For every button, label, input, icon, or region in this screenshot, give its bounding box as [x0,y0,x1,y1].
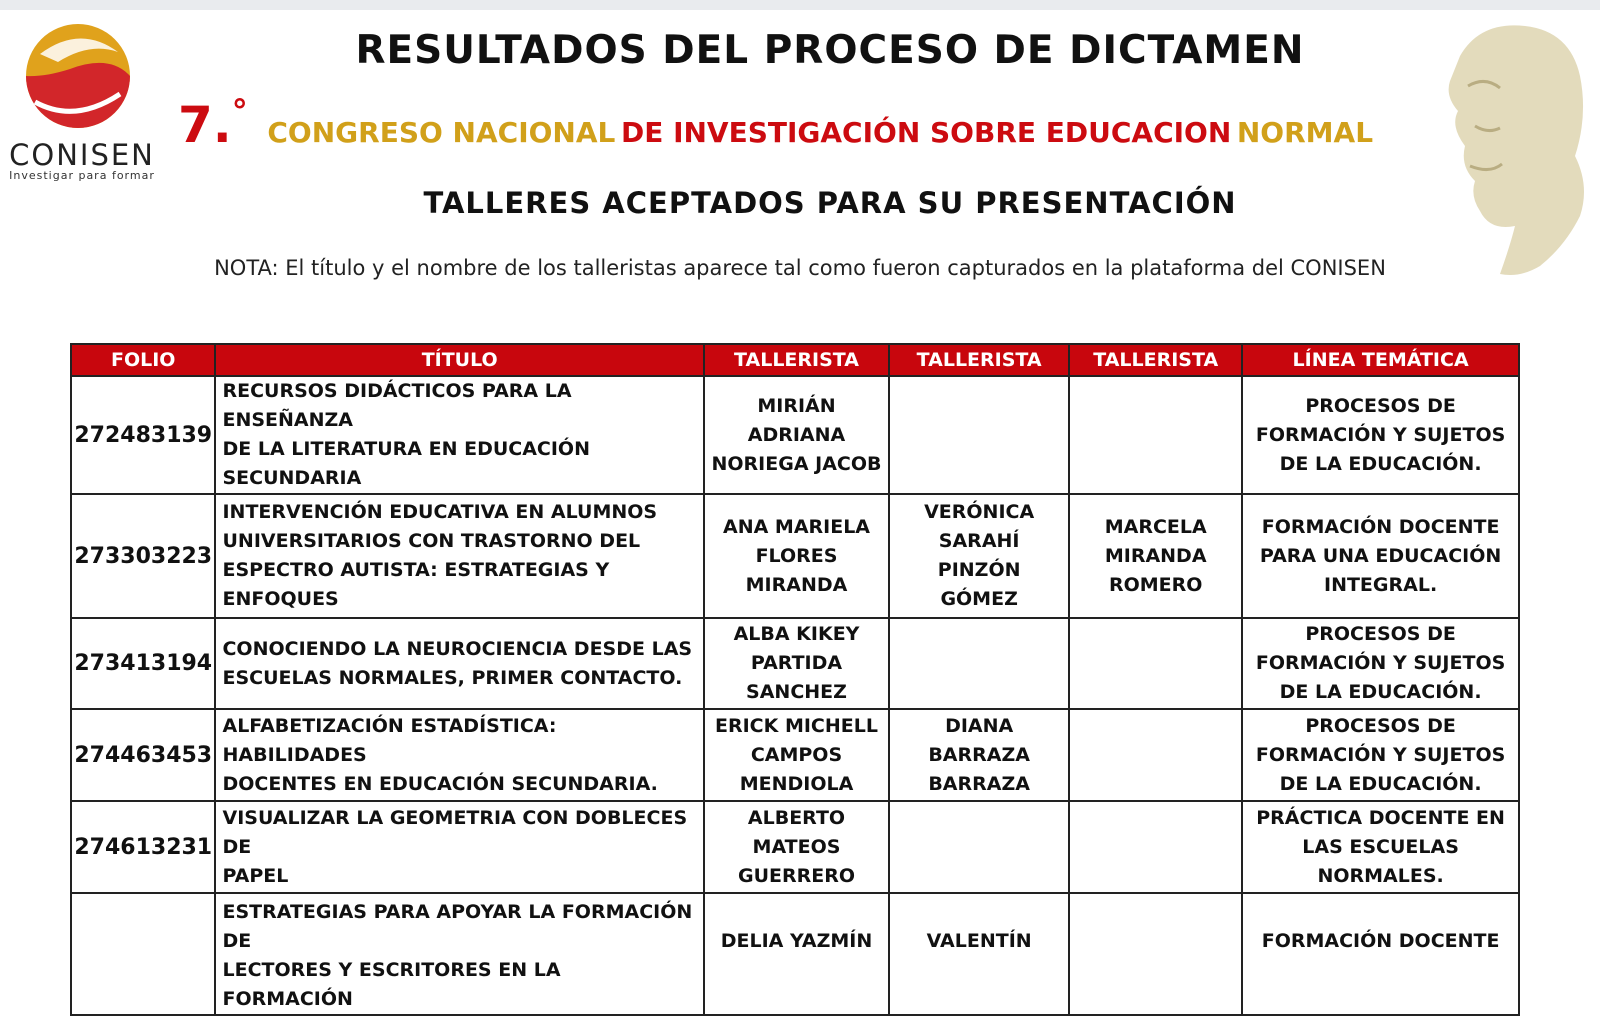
cell-tallerista-1 [704,376,889,494]
cell-title [215,494,703,618]
name-line: ALBERTO [747,806,846,829]
linea-line: DE LA EDUCACIÓN. [1279,772,1482,795]
cell-title [215,618,703,709]
title-line: ESPECTRO AUTISTA: ESTRATEGIAS Y ENFOQUES [222,559,610,610]
cell-tallerista-3 [1069,893,1242,1015]
table-header-row [71,344,1519,376]
congress-title [178,92,1438,154]
cell-tallerista-1 [704,709,889,801]
cell-tallerista-2 [889,376,1069,494]
cell-linea [1242,494,1519,618]
name-line: FLORES [755,544,838,567]
table-row [71,618,1519,709]
cell-tallerista-2 [889,893,1069,1015]
linea-line: FORMACIÓN Y SUJETOS [1255,743,1506,766]
note-text: NOTA: El título y el nombre de los talleristas aparece tal como fueron capturados en la plataforma del CONISEN [214,256,1386,280]
cell-title [215,893,703,1015]
name-line: DIANA BARRAZA [928,714,1030,766]
title-line: PAPEL [222,864,289,887]
logo-mark-icon [0,14,165,144]
cell-tallerista-2 [889,494,1069,618]
linea-line: FORMACIÓN DOCENTE [1261,930,1500,952]
cell-linea [1242,376,1519,494]
linea-line: PROCESOS DE [1305,394,1456,417]
name-line: DELIA YAZMÍN [720,930,873,952]
cell-tallerista-1 [704,801,889,893]
table-row [71,801,1519,893]
name-line: MIRANDA [745,573,848,596]
header-linea-tematica: LÍNEA TEMÁTICA [1242,344,1519,376]
linea-line: DE LA EDUCACIÓN. [1279,452,1482,475]
cell-title [215,376,703,494]
name-line: PARTIDA [750,652,843,674]
linea-line: NORMALES. [1317,864,1444,887]
congress-part-2: DE INVESTIGACIÓN SOBRE EDUCACION [620,116,1232,149]
cell-tallerista-3 [1069,494,1242,618]
linea-line: FORMACIÓN Y SUJETOS [1255,423,1506,446]
header-tallerista-3: TALLERISTA [1069,344,1242,376]
title-line: UNIVERSITARIOS CON TRASTORNO DEL [222,530,641,552]
cell-linea [1242,618,1519,709]
linea-line: DE LA EDUCACIÓN. [1279,681,1482,703]
cell-folio [71,893,215,1015]
cell-tallerista-2 [889,801,1069,893]
name-line [711,898,882,927]
name-line: MARCELA [1104,515,1207,538]
title-line: INTERVENCIÓN EDUCATIVA EN ALUMNOS [222,501,658,523]
table-row [71,494,1519,618]
conisen-logo [0,14,165,182]
title-line: VISUALIZAR LA GEOMETRIA CON DOBLECES DE [222,806,688,858]
cell-tallerista-3 [1069,709,1242,801]
name-line: VALENTÍN [926,930,1032,952]
name-line: ROMERO [1108,573,1203,596]
name-line: MENDIOLA [739,772,854,795]
name-line: GUERRERO [737,864,856,887]
title-line: ALFABETIZACIÓN ESTADÍSTICA: HABILIDADES [222,714,557,766]
linea-line: LAS ESCUELAS [1302,835,1459,858]
congress-degree: ° [231,92,248,130]
cell-folio: 273413194 [71,618,215,709]
cell-linea [1242,709,1519,801]
cell-folio: 274463453 [71,709,215,801]
linea-line: PROCESOS DE [1305,623,1456,645]
title-line: CONOCIENDO LA NEUROCIENCIA DESDE LAS [222,637,693,660]
cell-tallerista-3 [1069,618,1242,709]
name-line: SANCHEZ [746,681,847,703]
cell-folio: 272483139 [71,376,215,494]
name-line: CAMPOS [750,743,843,766]
congress-part-1: CONGRESO NACIONAL [267,116,616,149]
name-line: GÓMEZ [940,588,1018,610]
header-titulo: TÍTULO [215,344,703,376]
title-line: SECUNDARIA [222,467,362,489]
cell-tallerista-2 [889,618,1069,709]
title-line: RECURSOS DIDÁCTICOS PARA LA ENSEÑANZA [222,380,572,431]
table-row [71,709,1519,801]
name-line: MATEOS [752,835,841,858]
name-line: BARRAZA [928,772,1030,795]
cell-title [215,801,703,893]
cell-linea [1242,801,1519,893]
table-row [71,376,1519,494]
title-line: LECTORES Y ESCRITORES EN LA FORMACIÓN [222,959,561,1010]
results-table [70,343,1520,1016]
congress-number: 7. [178,96,232,154]
cell-folio: 273303223 [71,494,215,618]
cell-tallerista-1 [704,893,889,1015]
cell-tallerista-3 [1069,376,1242,494]
linea-line: INTEGRAL. [1324,573,1438,596]
linea-line: FORMACIÓN Y SUJETOS [1255,652,1506,674]
name-line: MIRIÁN ADRIANA [747,394,846,446]
linea-line: PROCESOS DE [1305,714,1456,737]
cell-linea [1242,893,1519,1015]
title-line: ESCUELAS NORMALES, PRIMER CONTACTO. [222,666,683,689]
section-subtitle: TALLERES ACEPTADOS PARA SU PRESENTACIÓN [423,186,1237,220]
cell-tallerista-1 [704,494,889,618]
name-line: MIRANDA [1104,544,1207,567]
table-row [71,893,1519,1015]
top-strip [0,0,1600,10]
cell-tallerista-2 [889,709,1069,801]
name-line [896,898,1062,927]
linea-line [1249,898,1512,927]
cell-tallerista-3 [1069,801,1242,893]
logo-wordmark: CONISEN [9,138,155,172]
name-line: ALBA KIKEY [733,623,860,645]
title-line: ESTRATEGIAS PARA APOYAR LA FORMACIÓN DE [222,901,693,952]
cell-title [215,709,703,801]
title-line: DOCENTES EN EDUCACIÓN SECUNDARIA. [222,772,658,795]
name-line: NORIEGA JACOB [711,452,882,475]
logo-tagline: Investigar para formar [9,169,155,182]
name-line: ERICK MICHELL [715,714,878,737]
header-tallerista-1: TALLERISTA [704,344,889,376]
page-title: RESULTADOS DEL PROCESO DE DICTAMEN [355,28,1305,73]
linea-line: PARA UNA EDUCACIÓN [1259,544,1502,567]
header-folio: FOLIO [71,344,215,376]
linea-line: FORMACIÓN DOCENTE [1261,515,1500,538]
linea-line: PRÁCTICA DOCENTE EN [1256,806,1505,829]
title-line: DE LA LITERATURA EN EDUCACIÓN [222,438,590,460]
name-line: SARAHÍ PINZÓN [937,530,1021,581]
congress-part-3: NORMAL [1236,116,1374,149]
header-tallerista-2: TALLERISTA [889,344,1069,376]
name-line: VERÓNICA [924,501,1035,523]
cell-folio: 274613231 [71,801,215,893]
cell-tallerista-1 [704,618,889,709]
name-line: ANA MARIELA [722,515,871,538]
